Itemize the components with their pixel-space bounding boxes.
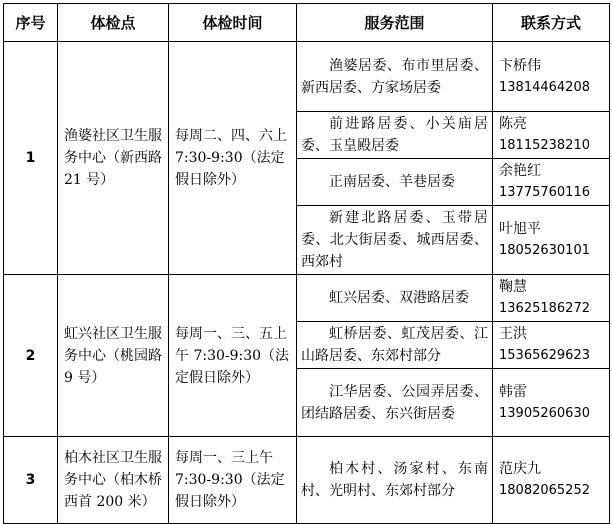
header-row: [4, 4, 610, 42]
contact-name: 韩雷: [499, 383, 527, 400]
seq-cell: 3: [4, 437, 58, 524]
header-contact: 联系方式: [493, 4, 610, 42]
contact-phone: 18115238210: [499, 138, 590, 153]
contact-cell: [493, 275, 610, 322]
contact-phone: 13814464208: [499, 79, 590, 95]
scope-cell: 新建北路居委、玉带居委、北大街居委、城西居委、西郊村: [297, 206, 493, 275]
seq-cell: 1: [4, 42, 58, 275]
time-cell: 每周二、四、六上 7:30-9:30（法定假日除外）: [169, 42, 297, 275]
contact-phone: 18052630101: [499, 243, 590, 258]
table-row: [4, 437, 610, 524]
contact-cell: [493, 322, 610, 369]
time-cell: 每周一、三、五上午 7:30-9:30（法定假日除外）: [169, 275, 297, 437]
contact-phone: 13625186272: [499, 301, 590, 316]
site-cell: 柏木社区卫生服务中心（柏木桥西首 200 米）: [58, 437, 169, 524]
contact-cell: [493, 369, 610, 437]
table-row: [4, 275, 610, 322]
scope-cell: 虹兴居委、双港路居委: [297, 275, 493, 322]
time-cell: 每周一、三上午 7:30-9:30（法定假日除外）: [169, 437, 297, 524]
contact-cell: [493, 112, 610, 159]
contact-phone: 13775760116: [499, 185, 590, 200]
seq-cell: 2: [4, 275, 58, 437]
scope-cell: 柏木村、汤家村、东南村、光明村、东郊村部分: [297, 437, 493, 524]
contact-phone: 18082065252: [499, 483, 590, 498]
contact-cell: [493, 206, 610, 275]
contact-phone: 13905260630: [499, 405, 590, 421]
contact-name: 卞桥伟: [499, 57, 541, 74]
scope-cell: 前进路居委、小关庙居委、玉皇殿居委: [297, 112, 493, 159]
contact-cell: [493, 42, 610, 112]
contact-cell: [493, 437, 610, 524]
header-site: 体检点: [58, 4, 169, 42]
site-cell: 渔婆社区卫生服务中心（新西路 21 号）: [58, 42, 169, 275]
table-row: [4, 42, 610, 112]
contact-name: 范庆九: [499, 461, 541, 477]
contact-name: 余艳红: [499, 163, 541, 179]
header-time: 体检时间: [169, 4, 297, 42]
health-check-table: [3, 3, 610, 524]
scope-cell: 正南居委、羊巷居委: [297, 159, 493, 206]
scope-cell: 江华居委、公园弄居委、团结路居委、东兴街居委: [297, 369, 493, 437]
contact-name: 叶旭平: [499, 221, 541, 237]
contact-name: 鞠慧: [499, 279, 527, 295]
contact-name: 陈亮: [499, 116, 527, 132]
site-cell: 虹兴社区卫生服务中心（桃园路 9 号）: [58, 275, 169, 437]
scope-cell: 虹桥居委、虹茂居委、江山路居委、东郊村部分: [297, 322, 493, 369]
header-scope: 服务范围: [297, 4, 493, 42]
contact-name: 王洪: [499, 326, 527, 342]
contact-cell: [493, 159, 610, 206]
contact-phone: 15365629623: [499, 348, 590, 363]
header-seq: 序号: [4, 4, 58, 42]
scope-cell: 渔婆居委、布市里居委、新西居委、方家场居委: [297, 42, 493, 112]
